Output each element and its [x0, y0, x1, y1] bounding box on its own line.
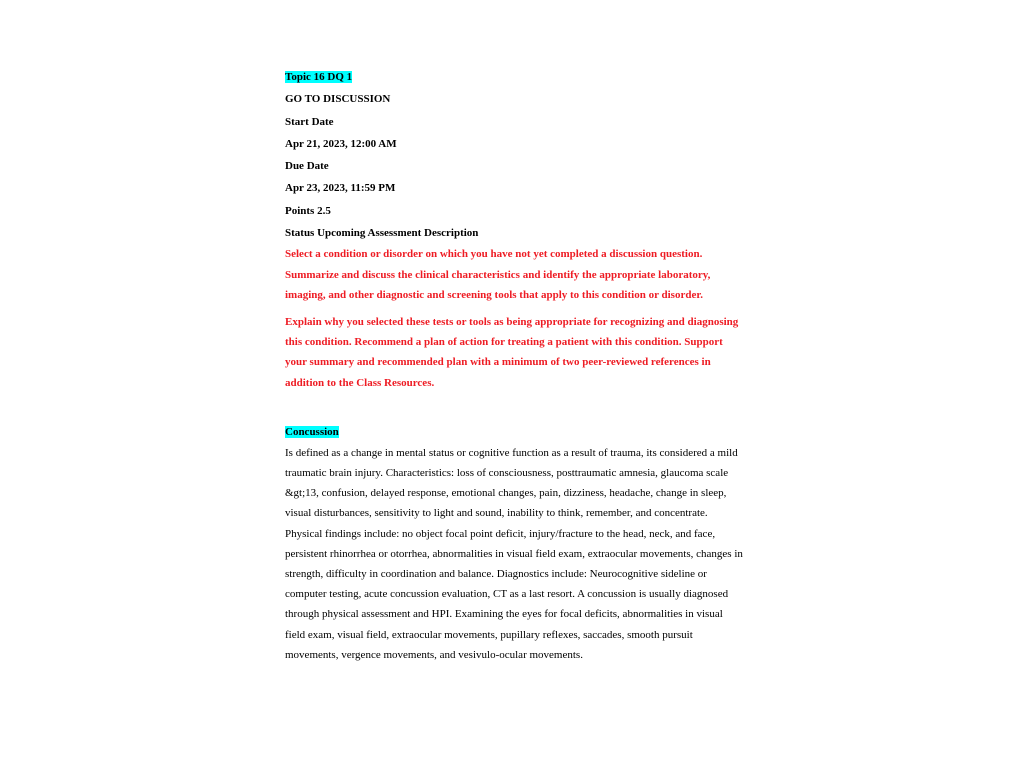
topic-title: Topic 16 DQ 1	[285, 71, 353, 83]
status-line: Status Upcoming Assessment Description	[285, 227, 479, 240]
prompt-paragraph-2: Explain why you selected these tests or tools as being appropriate for recognizing and diagnosing this condition. Recommend a plan of action for treating a patient with this condition. Support your summary and recommended plan with a minimum of two peer-reviewed references in addition to the Class Resources.	[285, 315, 739, 389]
due-date-label: Due Date	[285, 160, 329, 173]
start-date-value: Apr 21, 2023, 12:00 AM	[285, 137, 397, 150]
prompt-paragraph-1: Select a condition or disorder on which you have not yet completed a discussion question. Summarize and discuss the clinical characteristics and identify the appropriate laboratory, imaging, and other diagnostic and screening tools that apply to this condition or disorder.	[285, 248, 711, 301]
section-heading-line	[285, 421, 745, 443]
go-to-discussion-text: GO TO DISCUSSION	[285, 93, 391, 106]
section-heading: Concussion	[285, 425, 339, 438]
topic-line	[285, 66, 745, 88]
section-body: Is defined as a change in mental status or cognitive function as a result of trauma, its considered a mild traumatic brain injury. Characteristics: loss of consciousness, posttraumatic amnesia, glaucoma scale &gt;13, confusion, delayed response, emotional changes, pain, dizziness, headache, change in sleep, visual disturbances, sensitivity to light and sound, inability to think, remember, and concentrate. Physical findings include: no object focal point deficit, injury/fracture to the head, neck, and face, persistent rhinorrhea or otorrhea, abnormalities in visual field exam, extraocular movements, changes in strength, difficulty in coordination and balance. Diagnostics include: Neurocognitive sideline or computer testing, acute concussion evaluation, CT as a last resort. A concussion is usually diagnosed through physical assessment and HPI. Examining the eyes for focal deficits, abnormalities in visual field exam, visual field, extraocular movements, pupillary reflexes, saccades, smooth pursuit movements, vergence movements, and vesivulo-ocular movements.	[285, 446, 743, 661]
points-line: Points 2.5	[285, 204, 331, 217]
due-date-value: Apr 23, 2023, 11:59 PM	[285, 182, 396, 195]
start-date-label: Start Date	[285, 115, 334, 128]
document-page	[285, 66, 745, 665]
